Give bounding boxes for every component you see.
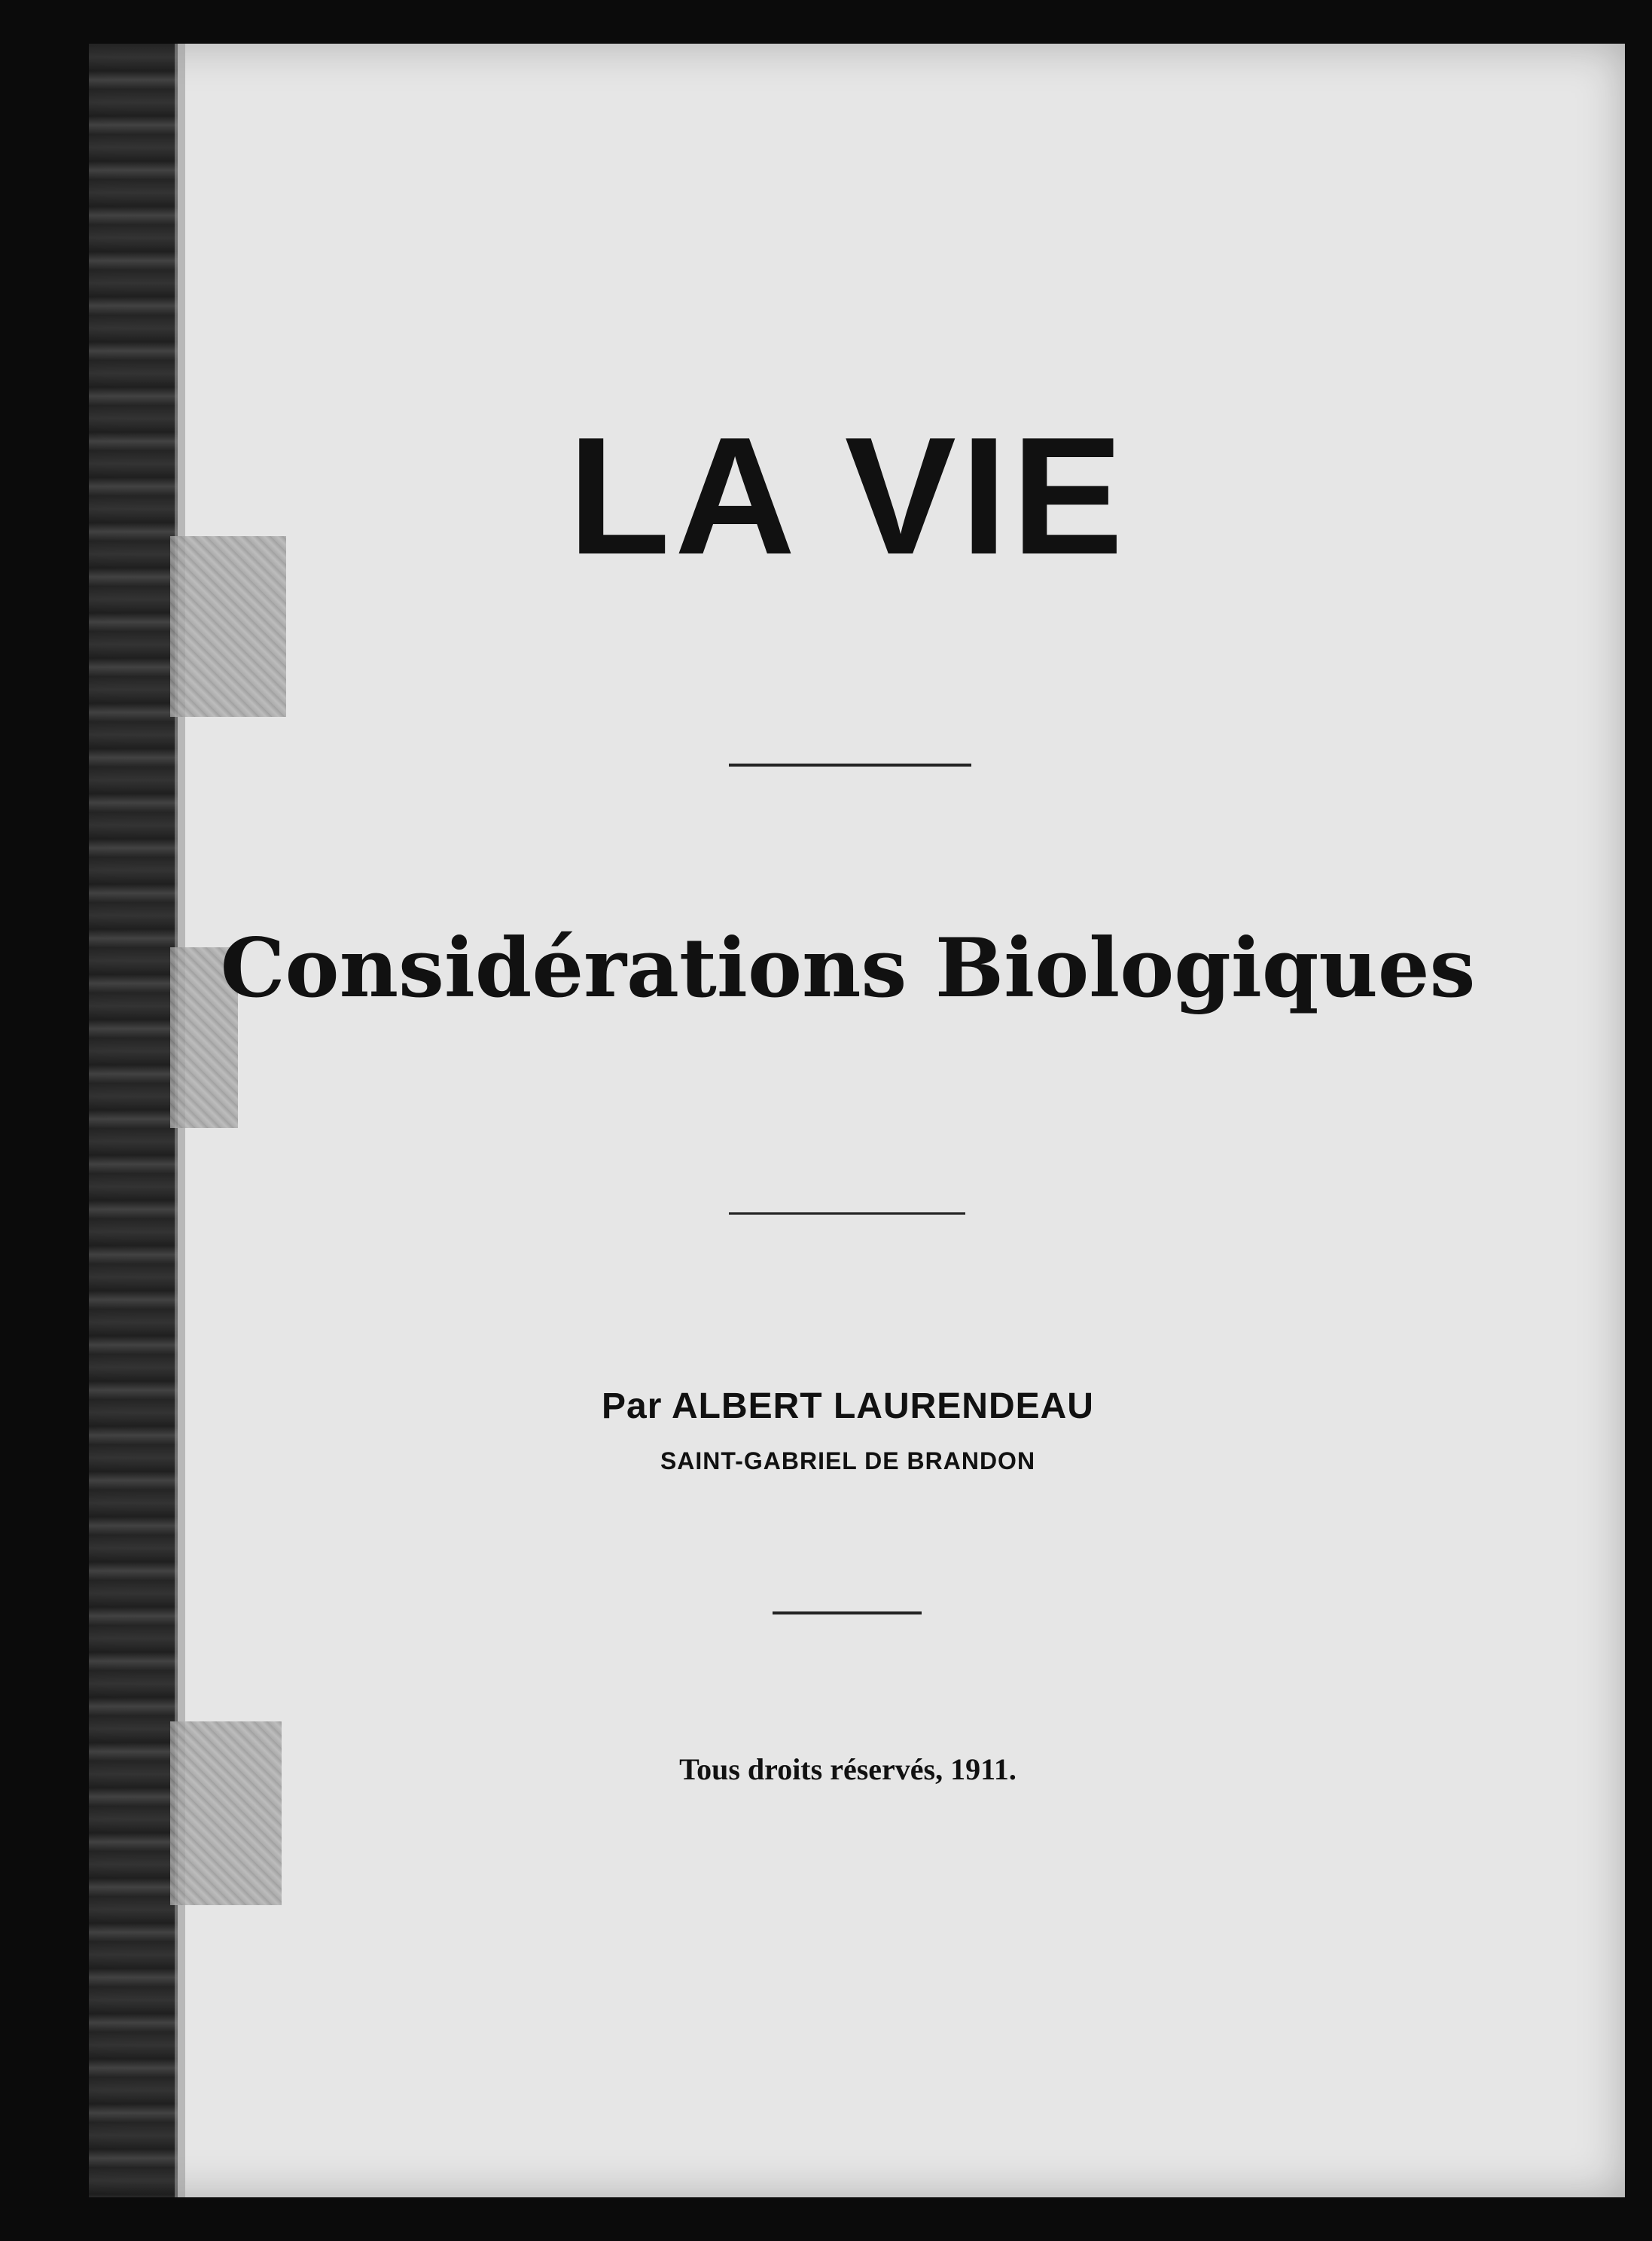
book-title: LA VIE [568,403,1128,590]
divider-rule [729,1212,965,1215]
author-location: SAINT-GABRIEL DE BRANDON [660,1447,1036,1474]
author-line: Par ALBERT LAURENDEAU [602,1386,1094,1426]
divider-rule [773,1611,922,1614]
divider-rule [729,764,971,767]
title-page [89,44,1625,2197]
book-spine [89,44,178,2197]
book-subtitle: Considérations Biologiques [220,921,1476,1016]
paper-stain [170,1721,282,1905]
copyright-notice: Tous droits réservés, 1911. [679,1752,1016,1786]
